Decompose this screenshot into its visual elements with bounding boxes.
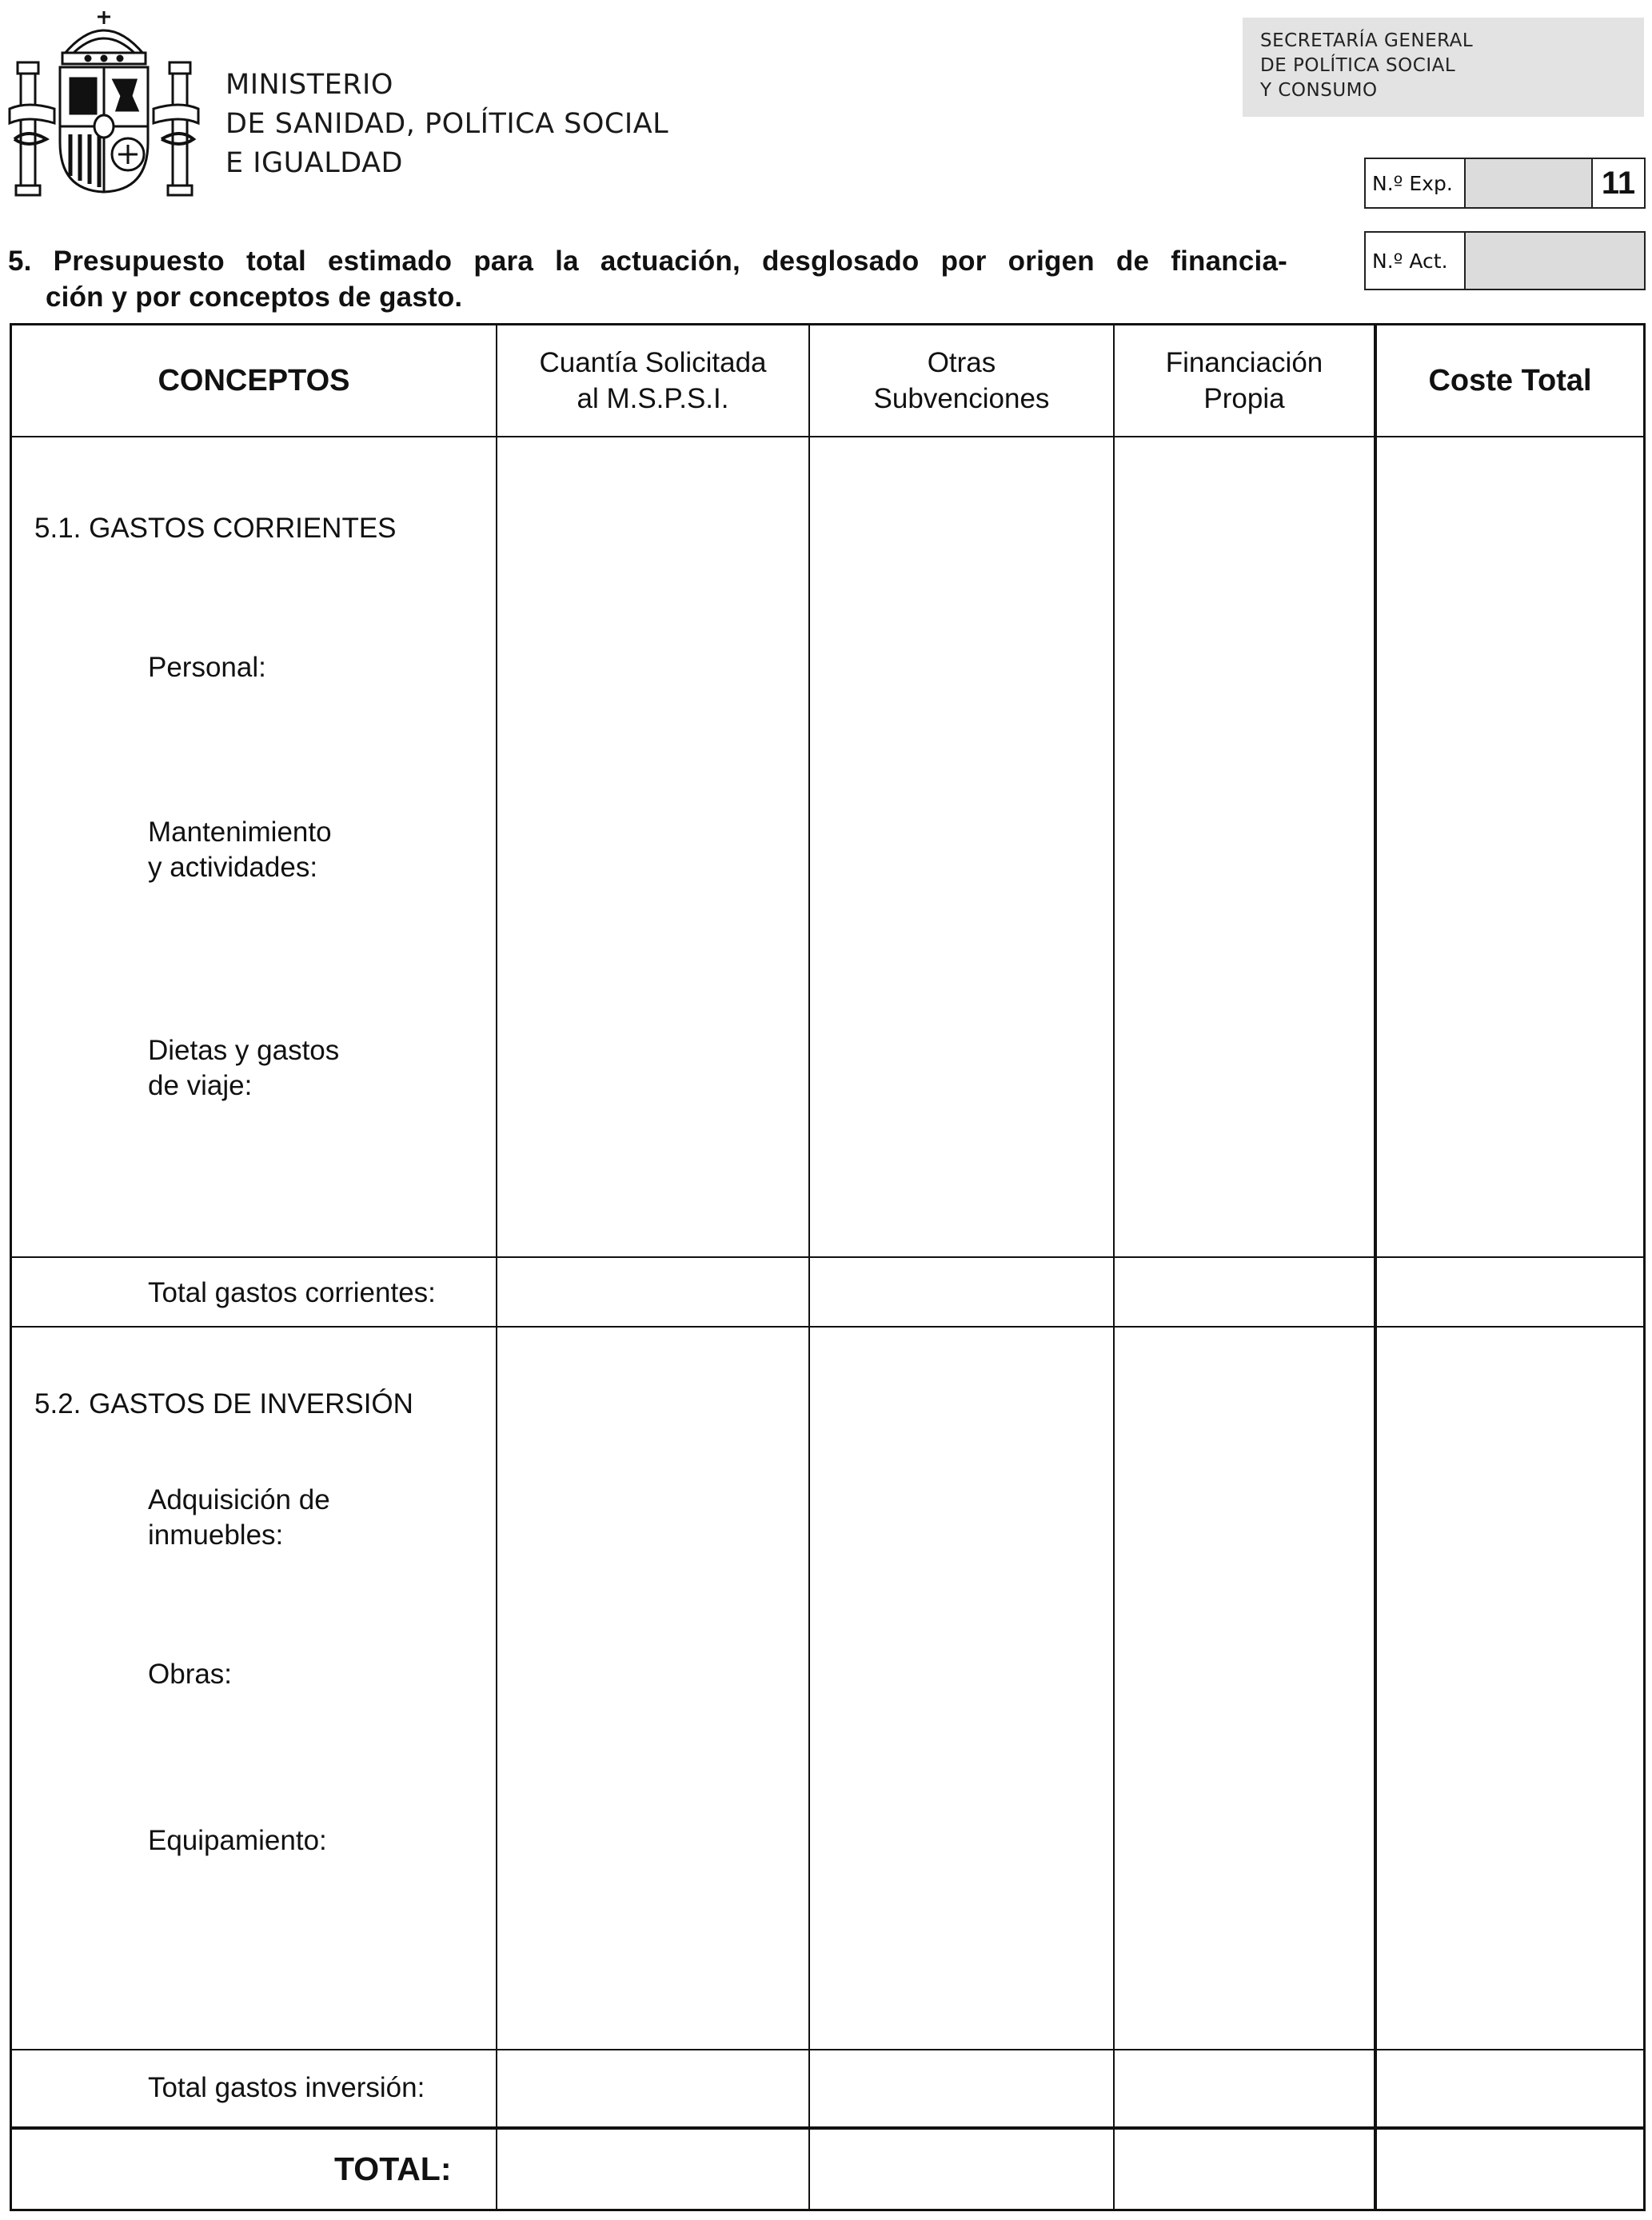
secretaria-box bbox=[1243, 18, 1644, 117]
coste-inversion-cell[interactable] bbox=[1377, 1328, 1643, 2049]
coste-total-corrientes-cell[interactable] bbox=[1377, 1258, 1643, 1326]
total-corrientes-label: Total gastos corrientes: bbox=[148, 1277, 436, 1308]
ministry-line: E IGUALDAD bbox=[225, 147, 403, 179]
financiacion-total-inversion-cell[interactable] bbox=[1115, 2050, 1374, 2126]
otras-grand-total-cell[interactable] bbox=[810, 2130, 1113, 2209]
cuantia-grand-total-cell[interactable] bbox=[497, 2130, 808, 2209]
personal-label: Personal: bbox=[148, 652, 266, 683]
total-inversion-label: Total gastos inversión: bbox=[148, 2072, 425, 2103]
otras-total-corrientes-cell[interactable] bbox=[810, 1258, 1113, 1326]
ministry-line: DE SANIDAD, POLÍTICA SOCIAL bbox=[225, 108, 669, 140]
section-title-line1: 5. Presupuesto total estimado para la actuación, desglosado por origen de financia- bbox=[8, 246, 1287, 277]
otras-inversion-cell[interactable] bbox=[810, 1328, 1113, 2049]
budget-table bbox=[10, 323, 1646, 2211]
section-title bbox=[8, 243, 1287, 315]
header-cuantia bbox=[497, 325, 808, 436]
expediente-box bbox=[1364, 158, 1646, 209]
header-financ-line1: Financiación bbox=[1165, 347, 1323, 378]
header-financiacion bbox=[1115, 325, 1374, 436]
adquisicion-line2: inmuebles: bbox=[148, 1519, 284, 1551]
financiacion-inversion-cell[interactable] bbox=[1115, 1328, 1374, 2049]
act-label: N.º Act. bbox=[1366, 233, 1466, 289]
dietas-line1: Dietas y gastos bbox=[148, 1035, 340, 1066]
exp-field[interactable] bbox=[1466, 159, 1593, 207]
header-otras-line2: Subvenciones bbox=[873, 383, 1050, 414]
coste-grand-total-cell[interactable] bbox=[1377, 2130, 1643, 2209]
header-cuantia-line2: al M.S.P.S.I. bbox=[577, 383, 729, 414]
obras-label: Obras: bbox=[148, 1659, 233, 1690]
financiacion-grand-total-cell[interactable] bbox=[1115, 2130, 1374, 2209]
mantenimiento-line1: Mantenimiento bbox=[148, 817, 332, 848]
header-coste-total: Coste Total bbox=[1428, 363, 1592, 397]
secretaria-line: DE POLÍTICA SOCIAL bbox=[1260, 55, 1456, 76]
ministry-line: MINISTERIO bbox=[225, 69, 393, 101]
header-financ-line2: Propia bbox=[1203, 383, 1285, 414]
coste-total-inversion-cell[interactable] bbox=[1377, 2050, 1643, 2126]
grand-total-label: TOTAL: bbox=[334, 2150, 452, 2187]
header-otras bbox=[810, 325, 1113, 436]
exp-number: 11 bbox=[1601, 165, 1636, 201]
coat-of-arms-logo bbox=[8, 6, 200, 198]
ministry-name bbox=[225, 66, 668, 183]
corrientes-heading: 5.1. GASTOS CORRIENTES bbox=[34, 513, 397, 544]
adquisicion-label bbox=[148, 1483, 330, 1553]
otras-total-inversion-cell[interactable] bbox=[810, 2050, 1113, 2126]
mantenimiento-line2: y actividades: bbox=[148, 852, 318, 883]
otras-corrientes-cell[interactable] bbox=[810, 437, 1113, 1256]
dietas-label bbox=[148, 1033, 339, 1104]
header-otras-line1: Otras bbox=[927, 347, 996, 378]
dietas-line2: de viaje: bbox=[148, 1070, 253, 1101]
inversion-heading: 5.2. GASTOS DE INVERSIÓN bbox=[34, 1388, 413, 1419]
cuantia-inversion-cell[interactable] bbox=[497, 1328, 808, 2049]
cuantia-total-corrientes-cell[interactable] bbox=[497, 1258, 808, 1326]
section-title-line2: ción y por conceptos de gasto. bbox=[46, 281, 463, 313]
act-field[interactable] bbox=[1466, 233, 1644, 289]
header-conceptos: CONCEPTOS bbox=[158, 363, 350, 397]
exp-label: N.º Exp. bbox=[1366, 159, 1466, 207]
secretaria-line: SECRETARÍA GENERAL bbox=[1260, 30, 1474, 51]
cuantia-total-inversion-cell[interactable] bbox=[497, 2050, 808, 2126]
mantenimiento-label bbox=[148, 815, 332, 885]
adquisicion-line1: Adquisición de bbox=[148, 1484, 330, 1515]
coste-corrientes-cell[interactable] bbox=[1377, 437, 1643, 1256]
actuacion-box bbox=[1364, 231, 1646, 290]
cuantia-corrientes-cell[interactable] bbox=[497, 437, 808, 1256]
secretaria-line: Y CONSUMO bbox=[1260, 80, 1378, 101]
financiacion-corrientes-cell[interactable] bbox=[1115, 437, 1374, 1256]
financiacion-total-corrientes-cell[interactable] bbox=[1115, 1258, 1374, 1326]
equipamiento-label: Equipamiento: bbox=[148, 1825, 327, 1856]
header-cuantia-line1: Cuantía Solicitada bbox=[539, 347, 767, 378]
